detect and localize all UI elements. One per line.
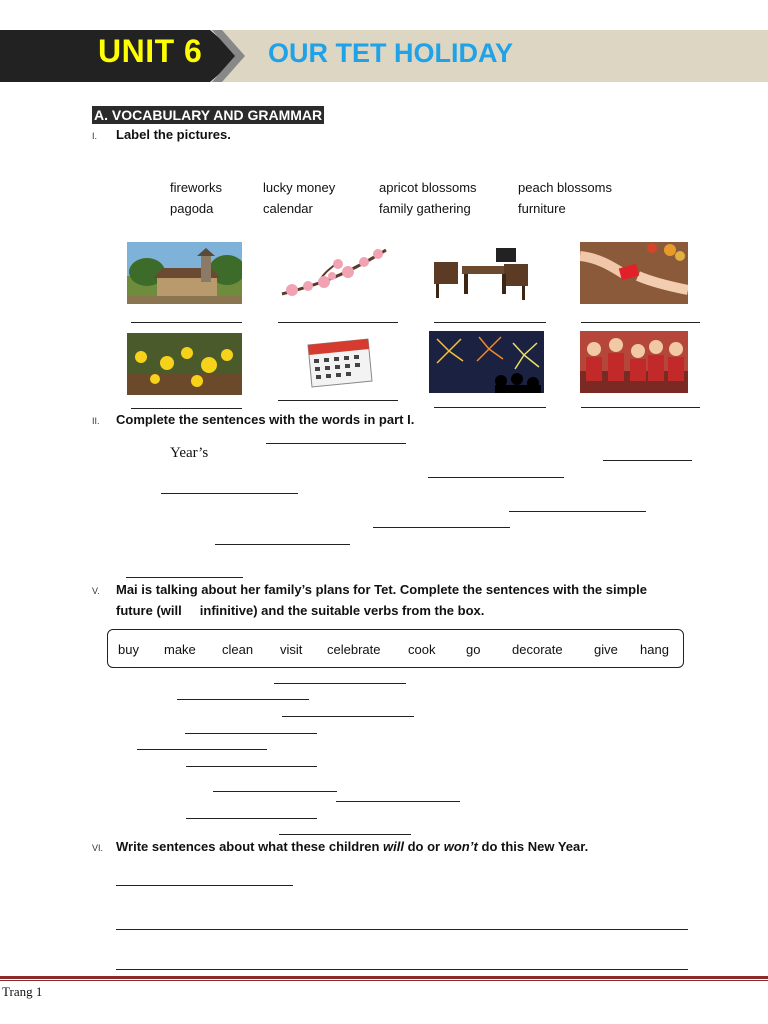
verb-go: go <box>466 642 481 657</box>
word-pagoda: pagoda <box>170 201 214 216</box>
blank-5-6[interactable] <box>186 766 317 767</box>
blank-5-1[interactable] <box>274 683 406 684</box>
writing-line-2[interactable] <box>116 929 688 930</box>
word-furniture: furniture <box>518 201 566 216</box>
footer-rule <box>0 976 768 979</box>
verb-clean: clean <box>222 642 254 657</box>
blank-5-3[interactable] <box>282 716 414 717</box>
part-6-instruction-post: do this New Year. <box>477 839 589 854</box>
peach-blossoms-picture <box>278 242 388 304</box>
furniture-picture <box>432 244 530 302</box>
word-apricot-blossoms: apricot blossoms <box>379 180 477 195</box>
word-fireworks: fireworks <box>170 180 223 195</box>
blank-2-2[interactable] <box>603 460 692 461</box>
verb-visit: visit <box>280 642 303 657</box>
answer-line-4[interactable] <box>581 322 700 323</box>
sentence-fragment-years: Year’s <box>170 445 209 461</box>
verb-decorate: decorate <box>512 642 563 657</box>
part-2-instruction: Complete the sentences with the words in part I. <box>116 412 415 427</box>
part-6-wont: won’t <box>443 839 478 854</box>
blank-2-6[interactable] <box>373 527 510 528</box>
blank-2-5[interactable] <box>509 511 646 512</box>
part-2-numeral: II. <box>92 416 100 426</box>
blank-5-7[interactable] <box>213 791 337 792</box>
part-6-will: will <box>383 839 404 854</box>
answer-line-5[interactable] <box>131 408 242 409</box>
unit-topic-title: OUR TET HOLIDAY <box>268 38 514 68</box>
blank-5-4[interactable] <box>185 733 317 734</box>
blank-5-10[interactable] <box>279 834 411 835</box>
blank-2-1[interactable] <box>266 443 406 444</box>
family-gathering-picture <box>580 331 688 393</box>
writing-line-3[interactable] <box>116 969 688 970</box>
blank-2-8[interactable] <box>126 577 243 578</box>
verb-give: give <box>594 642 618 657</box>
answer-line-1[interactable] <box>131 322 242 323</box>
verb-make: make <box>164 642 196 657</box>
part-6-numeral: VI. <box>92 843 104 853</box>
apricot-blossoms-picture <box>127 333 242 395</box>
answer-line-2[interactable] <box>278 322 398 323</box>
part-6-instruction-mid: do or <box>404 839 444 854</box>
word-family-gathering: family gathering <box>379 201 471 216</box>
part-5-numeral: V. <box>92 586 100 596</box>
answer-line-3[interactable] <box>434 322 546 323</box>
blank-5-5[interactable] <box>137 749 267 750</box>
lucky-money-picture <box>580 242 688 304</box>
blank-5-2[interactable] <box>177 699 309 700</box>
blank-2-4[interactable] <box>161 493 298 494</box>
verb-buy: buy <box>118 642 139 657</box>
part-5-instruction-line2: future (will infinitive) and the suitable verbs from the box. <box>116 603 485 618</box>
unit-number: UNIT 6 <box>98 33 203 69</box>
blank-5-9[interactable] <box>186 818 317 819</box>
blank-2-3[interactable] <box>428 477 564 478</box>
part-1-numeral: I. <box>92 131 98 141</box>
part-6-instruction-pre: Write sentences about what these children <box>116 839 384 854</box>
verb-cook: cook <box>408 642 436 657</box>
pagoda-picture <box>127 242 242 304</box>
blank-2-7[interactable] <box>215 544 350 545</box>
verb-hang: hang <box>640 642 669 657</box>
answer-line-6[interactable] <box>278 400 398 401</box>
fireworks-picture <box>429 331 544 393</box>
section-a-heading: A. VOCABULARY AND GRAMMAR <box>94 107 323 123</box>
answer-line-7[interactable] <box>434 407 546 408</box>
page-number: Trang 1 <box>2 984 43 999</box>
verb-celebrate: celebrate <box>327 642 381 657</box>
word-peach-blossoms: peach blossoms <box>518 180 612 195</box>
footer-rule-thin <box>0 980 768 981</box>
part-6-instruction <box>116 839 588 854</box>
writing-line-1[interactable] <box>116 885 293 886</box>
word-calendar: calendar <box>263 201 313 216</box>
answer-line-8[interactable] <box>581 407 700 408</box>
calendar-picture <box>302 335 374 389</box>
word-lucky-money: lucky money <box>263 180 336 195</box>
blank-5-8[interactable] <box>336 801 460 802</box>
part-1-instruction: Label the pictures. <box>116 127 231 142</box>
part-5-instruction-line1: Mai is talking about her family’s plans for Tet. Complete the sentences with the simple <box>116 582 647 597</box>
